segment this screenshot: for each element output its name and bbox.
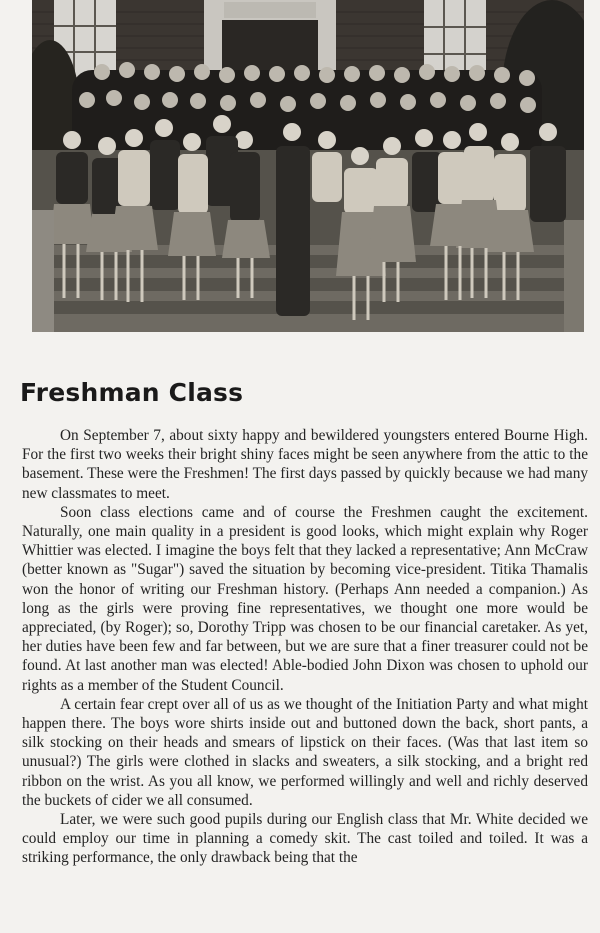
- paragraph: On September 7, about sixty happy and bewildered youngsters entered Bourne High. For the first two weeks their bright shiny faces might be seen anywhere from the attic to the basement. These were the Freshmen! The first days passed by quickly because we had many new classmates to meet.: [22, 427, 588, 502]
- article-body: [22, 426, 588, 868]
- paragraph: Later, we were such good pupils during our English class that Mr. White decided we could employ our time in planning a comedy skit. The cast toiled and toiled. It was a striking performance, the only drawback being that the: [22, 811, 588, 867]
- paragraph: Soon class elections came and of course the Freshmen caught the excitement. Naturally, one main quality in a president is good looks, which might explain why Roger Whittier was elected. I imagine the boys felt that they lacked a representative; Ann McCraw (better known as "Sugar") saved the situation by becoming vice-president. Titika Thamalis won the honor of writing our Freshman history. (Perhaps Ann needed a companion.) As long as the girls were proving fine representatives, we thought one more would be appreciated, (by Roger); so, Dorothy Tripp was chosen to be our financial caretaker. As yet, her duties have been few and far between, but we are sure that a finer treasurer could not be found. At last another man was elected! Able-bodied John Dixon was chosen to uphold our rights as a member of the Student Council.: [22, 503, 588, 694]
- article-title: Freshman Class: [20, 378, 244, 407]
- class-group-photo: [32, 0, 584, 332]
- paragraph: A certain fear crept over all of us as we thought of the Initiation Party and what might happen there. The boys wore shirts inside out and buttoned down the back, short pants, a silk stocking on their heads and smears of lipstick on their faces. (Was that last item so unusual?) The girls were clothed in slacks and sweaters, a silk stocking, and a bright red ribbon on the wrist. As you all know, we performed willingly and well and richly deserved the buckets of cider we all consumed.: [22, 695, 588, 809]
